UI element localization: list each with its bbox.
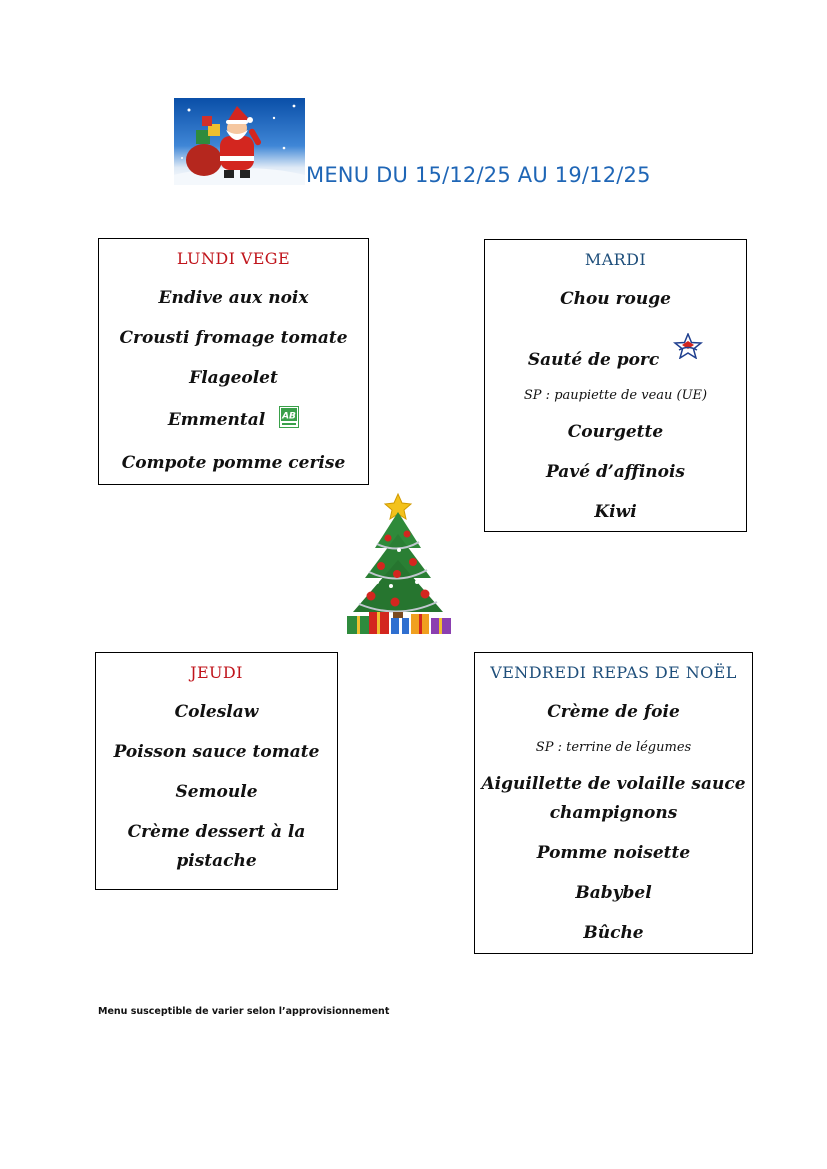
tuesday-item-side: Courgette <box>567 422 664 442</box>
friday-menu-box <box>474 652 753 954</box>
friday-title: VENDREDI REPAS DE NOËL <box>490 663 737 682</box>
thursday-item-dessert-line1: Crème dessert à la <box>127 822 306 842</box>
supply-disclaimer: Menu susceptible de varier selon l’approvisionnement <box>98 1006 390 1017</box>
friday-item-starter: Crème de foie <box>547 702 680 722</box>
christmas-tree-image <box>333 490 465 640</box>
thursday-item-dessert-line2: pistache <box>176 851 257 871</box>
thursday-item-starter: Coleslaw <box>174 702 259 722</box>
friday-item-main-line1: Aiguillette de volaille sauce <box>481 774 746 794</box>
organic-ab-text: AB <box>282 411 297 422</box>
tuesday-item-starter: Chou rouge <box>560 289 671 309</box>
friday-item-main-line2: champignons <box>549 803 678 823</box>
thursday-item-side: Semoule <box>175 782 258 802</box>
thursday-item-main: Poisson sauce tomate <box>113 742 320 762</box>
monday-item-dessert: Compote pomme cerise <box>121 453 346 473</box>
organic-ab-icon <box>279 406 299 435</box>
friday-item-substitute: SP : terrine de légumes <box>535 740 692 755</box>
thursday-menu-box <box>95 652 338 890</box>
monday-item-starter: Endive aux noix <box>158 288 309 308</box>
tuesday-item-dessert: Kiwi <box>594 502 637 522</box>
friday-item-side: Pomme noisette <box>536 843 691 863</box>
french-origin-star-icon <box>673 333 703 366</box>
santa-claus-image <box>174 98 305 185</box>
tuesday-item-main: Sauté de porc <box>527 350 660 370</box>
tuesday-item-substitute: SP : paupiette de veau (UE) <box>523 388 708 403</box>
menu-title: MENU DU 15/12/25 AU 19/12/25 <box>306 163 651 187</box>
tuesday-item-cheese: Pavé d’affinois <box>545 462 686 482</box>
monday-item-cheese: Emmental <box>167 410 266 430</box>
friday-item-cheese: Babybel <box>575 883 652 903</box>
monday-menu-box <box>98 238 369 485</box>
tuesday-title: MARDI <box>584 250 647 269</box>
monday-title: LUNDI VEGE <box>176 249 291 268</box>
tuesday-menu-box <box>484 239 747 532</box>
tuesday-item-main-row <box>485 333 746 372</box>
monday-item-side: Flageolet <box>189 368 278 388</box>
friday-item-dessert: Bûche <box>583 923 644 943</box>
monday-item-cheese-row <box>99 406 368 435</box>
monday-item-main: Crousti fromage tomate <box>119 328 348 348</box>
thursday-title: JEUDI <box>190 663 243 682</box>
